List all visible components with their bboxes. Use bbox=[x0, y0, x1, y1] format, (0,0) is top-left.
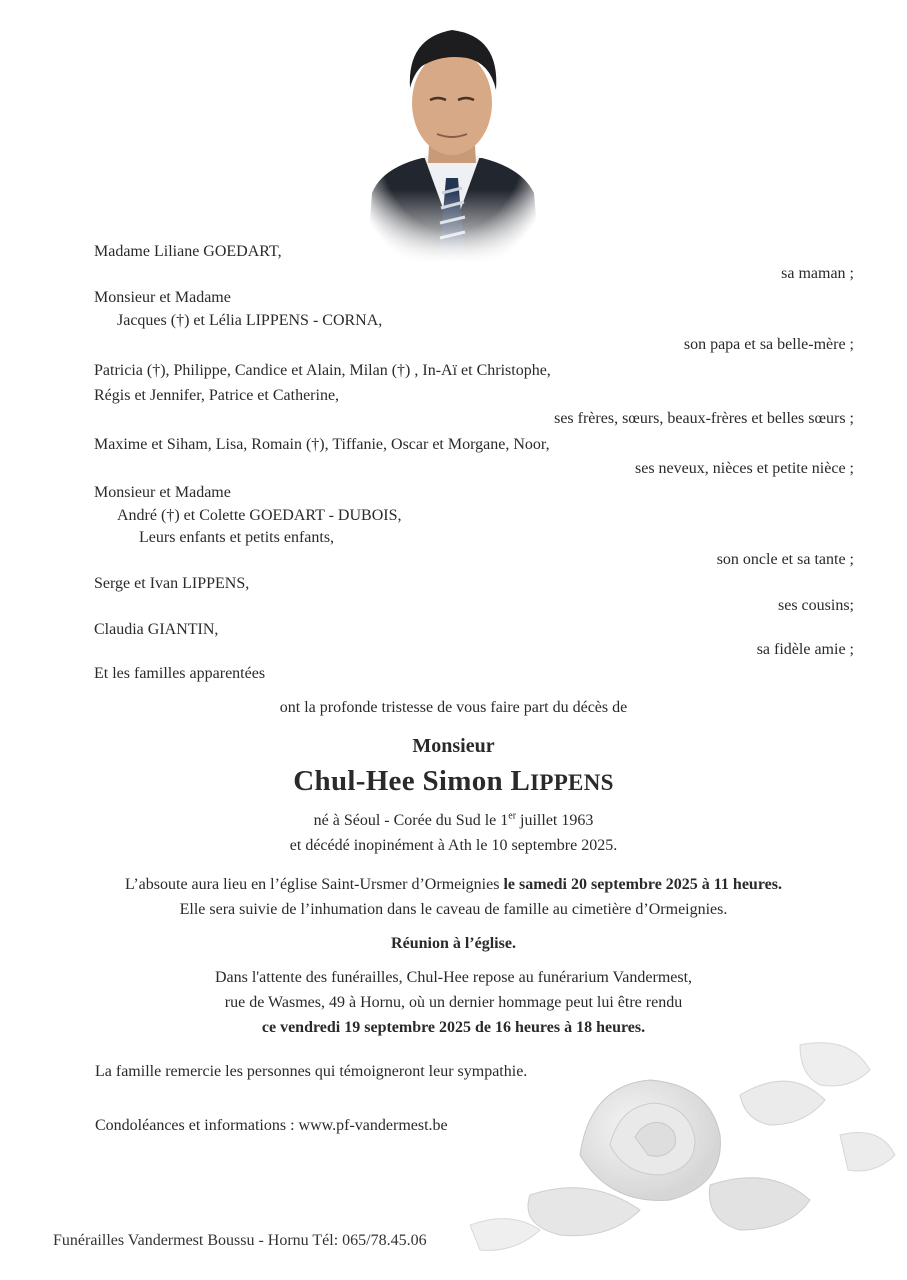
service-line: Elle sera suivie de l’inhumation dans le caveau de famille au cimetière d’Ormeignies. bbox=[179, 901, 728, 918]
thanks-text: La famille remercie les personnes qui témoigneront leur sympathie. bbox=[95, 1063, 528, 1080]
relative-line: Régis et Jennifer, Patrice et Catherine, bbox=[94, 387, 340, 404]
deceased-title: Monsieur bbox=[412, 735, 495, 757]
relative-line: Maxime et Siham, Lisa, Romain (†), Tiffanie, Oscar et Morgane, Noor, bbox=[94, 436, 550, 453]
relation-label: son oncle et sa tante ; bbox=[716, 551, 854, 568]
relative-line: André (†) et Colette GOEDART - DUBOIS, bbox=[117, 507, 402, 524]
visitation-line: rue de Wasmes, 49 à Hornu, où un dernier hommage peut lui être rendu bbox=[224, 994, 683, 1011]
relation-label: sa maman ; bbox=[781, 265, 854, 282]
footer-text: Funérailles Vandermest Boussu - Hornu Tél: 065/78.45.06 bbox=[53, 1232, 427, 1249]
relative-line: Patricia (†), Philippe, Candice et Alain, Milan (†) , In-Aï et Christophe, bbox=[94, 362, 551, 379]
meeting-note: Réunion à l’église. bbox=[391, 935, 516, 952]
relation-label: ses cousins; bbox=[778, 597, 854, 614]
rose-watermark-image bbox=[470, 1025, 900, 1260]
portrait-photo bbox=[362, 18, 542, 263]
relation-label: ses frères, sœurs, beaux-frères et belles sœurs ; bbox=[554, 410, 854, 427]
visitation-line: Dans l'attente des funérailles, Chul-Hee repose au funérarium Vandermest, bbox=[214, 969, 693, 986]
relative-line: Claudia GIANTIN, bbox=[94, 621, 219, 638]
relative-line: Monsieur et Madame bbox=[94, 289, 231, 306]
relative-line: Monsieur et Madame bbox=[94, 484, 231, 501]
service-line: L’absoute aura lieu en l’église Saint-Ursmer d’Ormeignies le samedi 20 septembre 2025 à 11 heures. bbox=[125, 876, 782, 893]
relation-label: son papa et sa belle-mère ; bbox=[683, 336, 854, 353]
relative-line: Jacques (†) et Lélia LIPPENS - CORNA, bbox=[117, 312, 383, 329]
relative-line: Serge et Ivan LIPPENS, bbox=[94, 575, 250, 592]
announcement-text: ont la profonde tristesse de vous faire part du décès de bbox=[279, 699, 628, 716]
relation-label: ses neveux, nièces et petite nièce ; bbox=[634, 460, 854, 477]
death-info: et décédé inopinément à Ath le 10 septembre 2025. bbox=[289, 837, 618, 854]
relative-line: Et les familles apparentées bbox=[94, 665, 266, 682]
condolences-text: Condoléances et informations : www.pf-vandermest.be bbox=[95, 1117, 448, 1134]
relation-label: sa fidèle amie ; bbox=[756, 641, 854, 658]
deceased-name: Chul-Hee Simon LIPPENS bbox=[293, 765, 614, 797]
relative-line: Madame Liliane GOEDART, bbox=[94, 243, 282, 260]
birth-info: né à Séoul - Corée du Sud le 1er juillet 1963 bbox=[313, 810, 594, 829]
visitation-time: ce vendredi 19 septembre 2025 de 16 heures à 18 heures. bbox=[261, 1019, 646, 1036]
relative-line: Leurs enfants et petits enfants, bbox=[139, 529, 335, 546]
